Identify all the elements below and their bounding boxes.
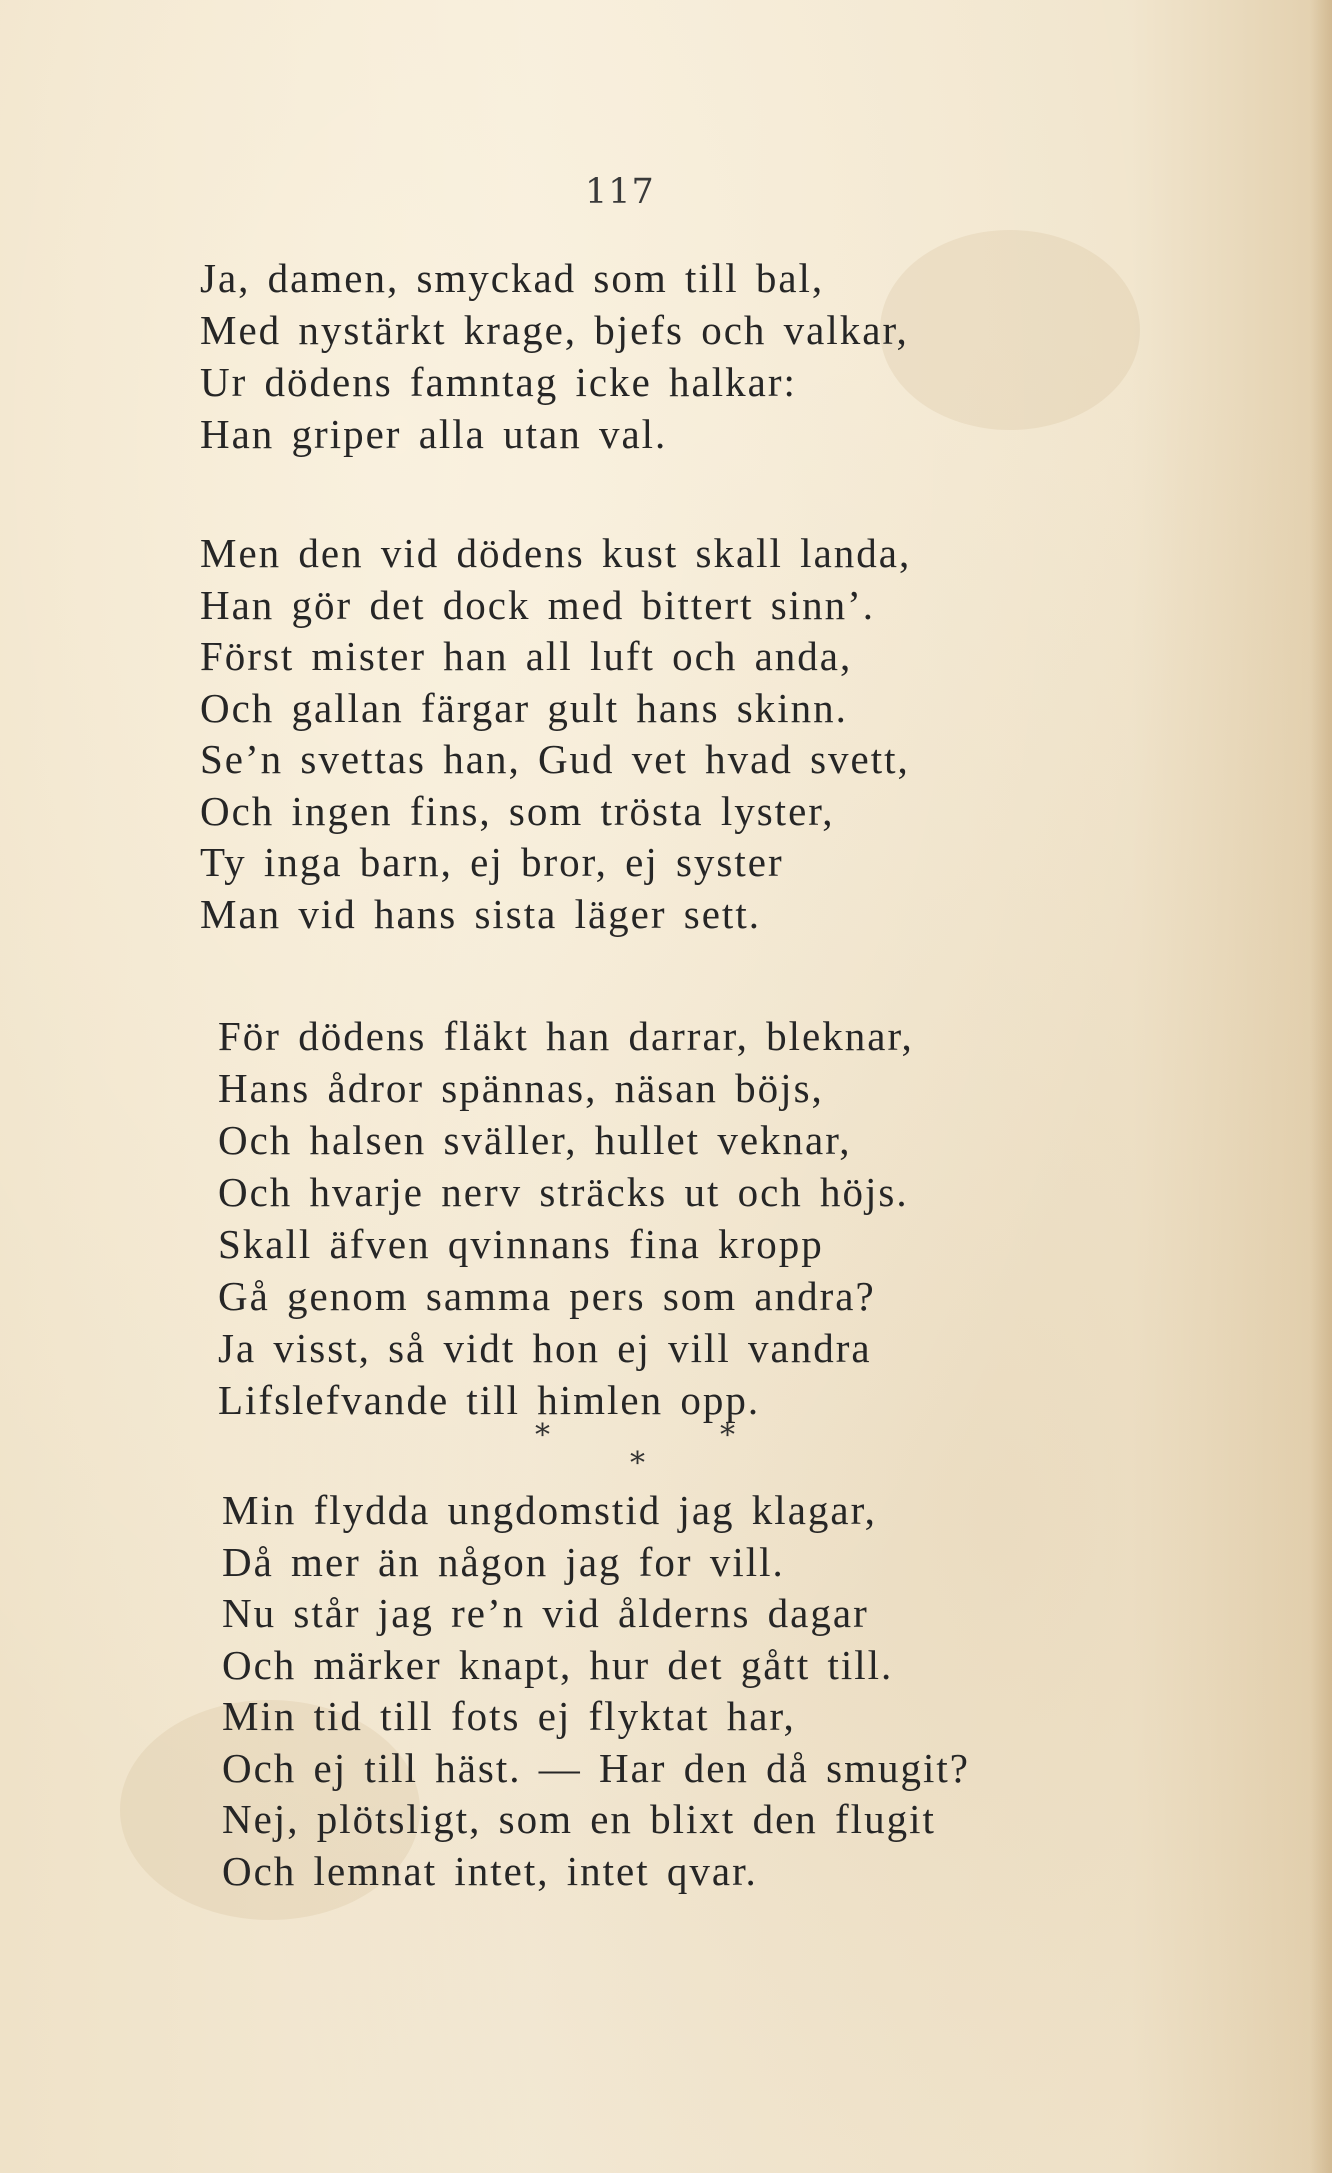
verse-line: Då mer än någon jag for vill. <box>222 1538 785 1585</box>
verse-line: Med nystärkt krage, bjefs och valkar, <box>200 307 909 353</box>
verse-line: Ja visst, så vidt hon ej vill vandra <box>218 1325 872 1371</box>
verse-line: Man vid hans sista läger sett. <box>200 890 761 937</box>
verse-line: Lifslefvande till himlen opp. <box>218 1377 761 1423</box>
verse-line: Gå genom samma pers som andra? <box>218 1273 876 1319</box>
verse-line: Min flydda ungdomstid jag klagar, <box>222 1487 877 1533</box>
verse-line: För dödens fläkt han darrar, bleknar, <box>218 1013 914 1059</box>
verse-line: Han gör det dock med bittert sinn’. <box>200 581 876 628</box>
verse-line: Ja, damen, smyckad som till bal, <box>200 255 825 301</box>
stanza-4 <box>222 1485 970 1897</box>
verse-line: Han griper alla utan val. <box>200 411 668 457</box>
verse-line: Och ej till häst. — Har den då smugit? <box>222 1744 970 1791</box>
verse-line: Min tid till fots ej flyktat har, <box>222 1693 796 1739</box>
verse-line: Nej, plötsligt, som en blixt den flugit <box>222 1796 936 1842</box>
verse-line: Skall äfven qvinnans fina kropp <box>218 1221 824 1267</box>
verse-line: Ty inga barn, ej bror, ej syster <box>200 839 784 885</box>
asterism-star: * <box>630 1446 645 1481</box>
verse-line: Och halsen sväller, hullet veknar, <box>218 1117 852 1163</box>
verse-line: Ur dödens famntag icke halkar: <box>200 359 797 405</box>
page-number: 117 <box>585 172 655 212</box>
asterism-star: * <box>535 1418 550 1453</box>
verse-line: Hans ådror spännas, näsan böjs, <box>218 1065 824 1111</box>
verse-line: Men den vid dödens kust skall landa, <box>200 530 912 576</box>
page-edge-shadow <box>1310 0 1332 2173</box>
verse-line: Nu står jag re’n vid ålderns dagar <box>222 1590 869 1636</box>
verse-line: Och gallan färgar gult hans skinn. <box>200 684 848 731</box>
verse-line: Och hvarje nerv sträcks ut och höjs. <box>218 1169 909 1215</box>
verse-line: Se’n svettas han, Gud vet hvad svett, <box>200 736 910 782</box>
verse-line: Och ingen fins, som trösta lyster, <box>200 787 835 834</box>
stanza-3 <box>218 1010 914 1426</box>
asterism-star: * <box>720 1418 735 1453</box>
stanza-2 <box>200 528 911 940</box>
verse-line: Först mister han all luft och anda, <box>200 633 853 679</box>
stanza-1 <box>200 252 909 460</box>
paper-stain <box>880 230 1140 430</box>
verse-line: Och lemnat intet, intet qvar. <box>222 1847 758 1894</box>
verse-line: Och märker knapt, hur det gått till. <box>222 1641 894 1688</box>
